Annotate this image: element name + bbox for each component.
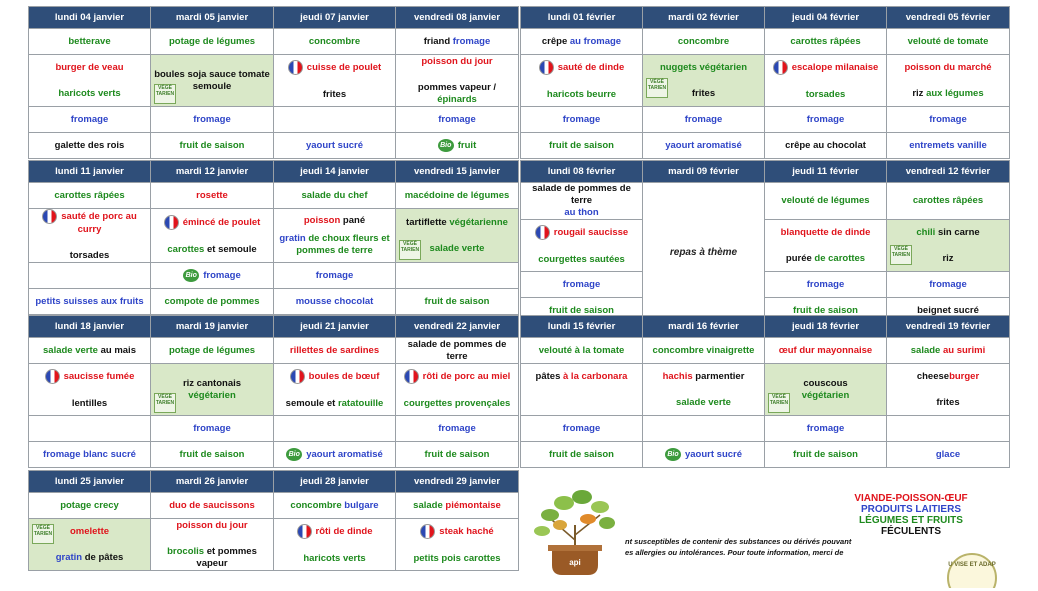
dairy: fromage	[765, 107, 887, 133]
main-dish: rôti de dinde haricots verts	[274, 519, 396, 571]
day-header: lundi 08 février	[521, 161, 643, 183]
starter: salade de pommes de terre au thon	[521, 183, 643, 220]
main-dish: rôti de porc au miel courgettes provençales	[396, 364, 519, 416]
french-flag-icon	[297, 524, 312, 539]
main-dish: hachis parmentier salade verte	[643, 364, 765, 416]
french-flag-icon	[773, 60, 788, 75]
starter: macédoine de légumes	[396, 183, 519, 209]
day-header: lundi 25 janvier	[29, 471, 151, 493]
starter: concombre	[274, 29, 396, 55]
allergen-notice-line: nt susceptibles de contenir des substances ou dérivés pouvant	[625, 537, 852, 546]
starter: concombre bulgare	[274, 493, 396, 519]
bio-label-icon: Bio	[286, 448, 302, 461]
dessert: fruit de saison	[521, 133, 643, 159]
starter: potage de légumes	[151, 29, 274, 55]
dairy: fromage	[521, 272, 643, 298]
dairy: fromage	[396, 107, 519, 133]
main-dish: cuisse de poulet frites	[274, 55, 396, 107]
main-dish: émincé de poulet carottes et semoule	[151, 209, 274, 263]
main-dish: cheeseburger frites	[887, 364, 1010, 416]
allergen-notice	[625, 536, 875, 558]
vegetarian-logo-icon: VÉGÉ TARIEN	[890, 245, 912, 265]
dairy: fromage	[643, 107, 765, 133]
vegetarian-logo-icon: VÉGÉ TARIEN	[768, 393, 790, 413]
day-header: mardi 16 février	[643, 316, 765, 338]
dessert: Bio yaourt aromatisé	[274, 442, 396, 468]
day-header: jeudi 18 février	[765, 316, 887, 338]
starter: velouté à la tomate	[521, 338, 643, 364]
day-header: lundi 11 janvier	[29, 161, 151, 183]
vegetarian-logo-icon: VÉGÉ TARIEN	[646, 78, 668, 98]
legend-dairy: PRODUITS LAITIERS	[860, 504, 961, 515]
dessert: petits suisses aux fruits	[29, 289, 151, 315]
day-header: jeudi 04 février	[765, 7, 887, 29]
day-header: jeudi 28 janvier	[274, 471, 396, 493]
day-header: mardi 26 janvier	[151, 471, 274, 493]
menu-table-jan-w1	[28, 6, 519, 159]
bio-label-icon: Bio	[438, 139, 454, 152]
dairy: fromage	[765, 416, 887, 442]
day-header: lundi 01 février	[521, 7, 643, 29]
dairy: fromage	[521, 416, 643, 442]
starter: carottes râpées	[29, 183, 151, 209]
day-header: mardi 02 février	[643, 7, 765, 29]
main-dish: blanquette de dinde purée de carottes	[765, 220, 887, 272]
day-header: mardi 05 janvier	[151, 7, 274, 29]
day-header: vendredi 12 février	[887, 161, 1010, 183]
dairy	[643, 416, 765, 442]
main-dish: sauté de dinde haricots beurre	[521, 55, 643, 107]
day-header: jeudi 21 janvier	[274, 316, 396, 338]
french-flag-icon	[164, 215, 179, 230]
vegetarian-logo-icon: VÉGÉ TARIEN	[399, 240, 421, 260]
legend-vegetables: LÉGUMES ET FRUITS	[859, 515, 963, 526]
day-header: vendredi 05 février	[887, 7, 1010, 29]
allergen-notice-line: es allergies ou intolérances. Pour toute information, merci de	[625, 548, 844, 557]
starter: salade du chef	[274, 183, 396, 209]
day-header: jeudi 07 janvier	[274, 7, 396, 29]
dairy: fromage	[521, 107, 643, 133]
theme-meal-label: repas à thème	[643, 183, 765, 324]
dessert: fruit de saison	[765, 298, 887, 324]
main-dish-vegetarian: omelette gratin de pâtes VÉGÉ TARIEN	[29, 519, 151, 571]
starter: friand fromage	[396, 29, 519, 55]
dessert: fruit de saison	[151, 133, 274, 159]
main-dish: pâtes à la carbonara	[521, 364, 643, 416]
main-dish: sauté de porc au curry torsades	[29, 209, 151, 263]
main-dish-vegetarian: tartiflette végétarienne salade verte VÉGÉ TARIEN	[396, 209, 519, 263]
starter: velouté de tomate	[887, 29, 1010, 55]
french-flag-icon	[535, 225, 550, 240]
main-dish: escalope milanaise torsades	[765, 55, 887, 107]
day-header: vendredi 22 janvier	[396, 316, 519, 338]
main-dish: poisson du marché riz aux légumes	[887, 55, 1010, 107]
cooking-pot-tree-logo-icon	[522, 485, 628, 576]
vegetarian-logo-icon: VÉGÉ TARIEN	[154, 84, 176, 104]
dessert: glace	[887, 442, 1010, 468]
bio-label-icon: Bio	[183, 269, 199, 282]
main-dish-vegetarian: couscous végétarien VÉGÉ TARIEN	[765, 364, 887, 416]
starter: carottes râpées	[887, 183, 1010, 220]
dessert: Bio fruit	[396, 133, 519, 159]
dairy	[274, 416, 396, 442]
french-flag-icon	[404, 369, 419, 384]
french-flag-icon	[42, 209, 57, 224]
french-flag-icon	[45, 369, 60, 384]
quality-seal-icon	[946, 548, 998, 588]
day-header: mardi 19 janvier	[151, 316, 274, 338]
dairy: fromage	[151, 416, 274, 442]
menu-table-jan-w2	[28, 160, 519, 315]
starter: salade de pommes de terre	[396, 338, 519, 364]
dessert: fruit de saison	[521, 298, 643, 324]
day-header: vendredi 15 janvier	[396, 161, 519, 183]
main-dish: rougail saucisse courgettes sautées	[521, 220, 643, 272]
dessert: mousse chocolat	[274, 289, 396, 315]
dessert: fromage blanc sucré	[29, 442, 151, 468]
starter: velouté de légumes	[765, 183, 887, 220]
menu-table-jan-w4	[28, 470, 519, 571]
main-dish-vegetarian: riz cantonais végétarien VÉGÉ TARIEN	[151, 364, 274, 416]
dairy	[274, 107, 396, 133]
starter: concombre	[643, 29, 765, 55]
main-dish-vegetarian: chili sin carne riz VÉGÉ TARIEN	[887, 220, 1010, 272]
menu-table-feb-w1	[520, 6, 1010, 159]
day-header: lundi 15 février	[521, 316, 643, 338]
main-dish-vegetarian: nuggets végétarien frites VÉGÉ TARIEN	[643, 55, 765, 107]
dessert: yaourt sucré	[274, 133, 396, 159]
dessert: entremets vanille	[887, 133, 1010, 159]
bio-label-icon: Bio	[665, 448, 681, 461]
dairy	[29, 416, 151, 442]
menu-table-feb-w2	[520, 160, 1010, 324]
dessert: compote de pommes	[151, 289, 274, 315]
starter: concombre vinaigrette	[643, 338, 765, 364]
dessert: yaourt aromatisé	[643, 133, 765, 159]
starter: betterave	[29, 29, 151, 55]
dessert: fruit de saison	[521, 442, 643, 468]
main-dish: boules de bœuf semoule et ratatouille	[274, 364, 396, 416]
day-header: lundi 18 janvier	[29, 316, 151, 338]
french-flag-icon	[539, 60, 554, 75]
menu-table-feb-w3	[520, 315, 1010, 468]
starter: salade piémontaise	[396, 493, 519, 519]
day-header: vendredi 08 janvier	[396, 7, 519, 29]
dessert: fruit de saison	[396, 289, 519, 315]
main-dish: poisson du jour brocolis et pommes vapeur	[151, 519, 274, 571]
day-header: jeudi 14 janvier	[274, 161, 396, 183]
starter: duo de saucissons	[151, 493, 274, 519]
main-dish: saucisse fumée lentilles	[29, 364, 151, 416]
dairy: fromage	[29, 107, 151, 133]
dessert: beignet sucré	[887, 298, 1010, 324]
dessert: fruit de saison	[765, 442, 887, 468]
vegetarian-logo-icon: VÉGÉ TARIEN	[154, 393, 176, 413]
starter: potage crecy	[29, 493, 151, 519]
dairy: fromage	[765, 272, 887, 298]
starter: rillettes de sardines	[274, 338, 396, 364]
dairy	[29, 263, 151, 289]
day-header: mardi 09 février	[643, 161, 765, 183]
starter: salade verte au mais	[29, 338, 151, 364]
dessert: Bio yaourt sucré	[643, 442, 765, 468]
dairy: fromage	[396, 416, 519, 442]
day-header: jeudi 11 février	[765, 161, 887, 183]
french-flag-icon	[420, 524, 435, 539]
main-dish: steak haché petits pois carottes	[396, 519, 519, 571]
svg-text:api: api	[569, 558, 581, 567]
vegetarian-logo-icon: VÉGÉ TARIEN	[32, 524, 54, 544]
dairy: fromage	[887, 107, 1010, 133]
starter: crêpe au fromage	[521, 29, 643, 55]
legend-meat: VIANDE-POISSON-ŒUF	[854, 493, 968, 504]
main-dish: poisson pané gratin de choux fleurs et pommes de terre	[274, 209, 396, 263]
dessert: crêpe au chocolat	[765, 133, 887, 159]
dairy: fromage	[887, 272, 1010, 298]
starter: potage de légumes	[151, 338, 274, 364]
dairy: fromage	[274, 263, 396, 289]
dessert: galette des rois	[29, 133, 151, 159]
starter: salade au surimi	[887, 338, 1010, 364]
french-flag-icon	[290, 369, 305, 384]
day-header: vendredi 19 février	[887, 316, 1010, 338]
dairy	[887, 416, 1010, 442]
main-dish: poisson du jour pommes vapeur / épinards	[396, 55, 519, 107]
svg-text:U VISE ET ADAP: U VISE ET ADAP	[948, 562, 996, 568]
main-dish-vegetarian: boules soja sauce tomate semoule VÉGÉ TARIEN	[151, 55, 274, 107]
menu-table-jan-w3	[28, 315, 519, 468]
starter: rosette	[151, 183, 274, 209]
food-group-legend	[836, 493, 986, 537]
day-header: mardi 12 janvier	[151, 161, 274, 183]
main-dish: burger de veau haricots verts	[29, 55, 151, 107]
day-header: lundi 04 janvier	[29, 7, 151, 29]
dairy: fromage	[151, 107, 274, 133]
french-flag-icon	[288, 60, 303, 75]
day-header: vendredi 29 janvier	[396, 471, 519, 493]
starter: œuf dur mayonnaise	[765, 338, 887, 364]
dessert: fruit de saison	[396, 442, 519, 468]
dairy: Bio fromage	[151, 263, 274, 289]
legend-starch: FÉCULENTS	[881, 526, 941, 537]
dessert: fruit de saison	[151, 442, 274, 468]
starter: carottes râpées	[765, 29, 887, 55]
dairy	[396, 263, 519, 289]
